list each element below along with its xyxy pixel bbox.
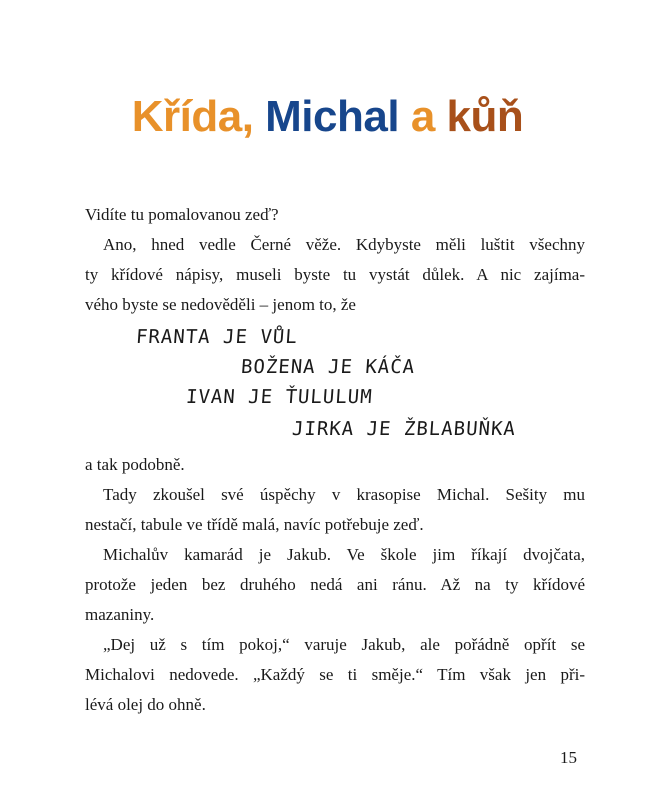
paragraph-5-line-2: protože jeden bez druhého nedá ani ránu. Až na ty křídové — [85, 575, 585, 594]
paragraph-6-line-3: lévá olej do ohně. — [85, 695, 206, 714]
title-word-krida: Křída, — [131, 92, 254, 141]
paragraph-6-line-2: Michalovi nedovede. „Každý se ti směje.“ Tím však jen při- — [85, 665, 585, 684]
title-word-michal: Michal — [265, 92, 400, 141]
paragraph-2-line-3: vého byste se nedověděli – jenom to, že — [85, 295, 356, 314]
chapter-title — [0, 92, 655, 142]
paragraph-5-line-1: Michalův kamarád je Jakub. Ve škole jim říkají dvojčata, — [103, 545, 585, 564]
graffiti-line-2: BOŽENA JE KÁČA — [240, 356, 416, 378]
paragraph-3: a tak podobně. — [85, 455, 185, 474]
paragraph-2-line-1: Ano, hned vedle Černé věže. Kdybyste měli luštit všechny — [103, 235, 585, 254]
paragraph-2-line-2: ty křídové nápisy, museli byste tu vystát důlek. A nic zajíma- — [85, 265, 585, 284]
title-word-kun: kůň — [446, 92, 524, 141]
paragraph-1: Vidíte tu pomalovanou zeď? — [85, 205, 279, 224]
title-word-a: a — [410, 92, 435, 141]
graffiti-line-4: JIRKA JE ŽBLABUŇKA — [291, 418, 517, 440]
graffiti-line-3: IVAN JE ŤULULUM — [185, 386, 374, 408]
page-number: 15 — [560, 748, 577, 767]
paragraph-4-line-2: nestačí, tabule ve třídě malá, navíc potřebuje zeď. — [85, 515, 424, 534]
paragraph-4-line-1: Tady zkoušel své úspěchy v krasopise Michal. Sešity mu — [103, 485, 585, 504]
body-text — [85, 450, 585, 720]
paragraph-5-line-3: mazaniny. — [85, 605, 155, 624]
intro-text — [85, 200, 585, 320]
paragraph-6-line-1: „Dej už s tím pokoj,“ varuje Jakub, ale pořádně opřít se — [103, 635, 585, 654]
graffiti-line-1: FRANTA JE VŮL — [135, 326, 299, 348]
